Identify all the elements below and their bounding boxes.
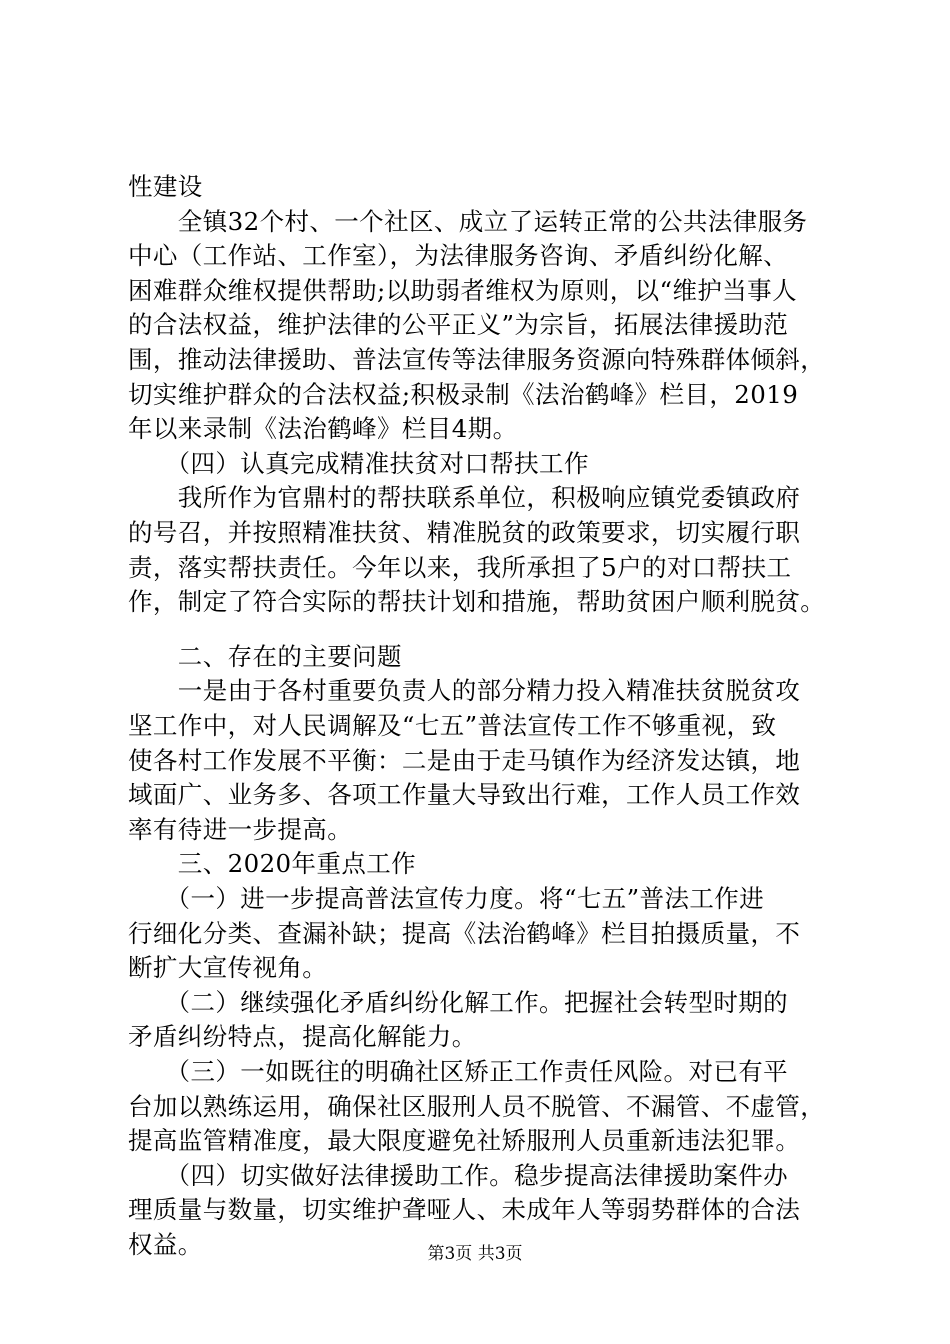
- text-line: 的合法权益，维护法律的公平正义”为宗旨，拓展法律援助范: [128, 310, 789, 339]
- text-line: 理质量与数量，切实维护聋哑人、未成年人等弱势群体的合法: [128, 1195, 801, 1224]
- text-line: 矛盾纠纷特点，提高化解能力。: [128, 1022, 477, 1051]
- text-line: 切实维护群众的合法权益;积极录制《法治鹤峰》栏目，2019: [128, 380, 799, 409]
- text-line: 作，制定了符合实际的帮扶计划和措施，帮助贫困户顺利脱贫。: [128, 587, 826, 616]
- text-line: 困难群众维权提供帮助;以助弱者维权为原则，以“维护当事人: [128, 276, 797, 305]
- text-line: 性建设: [128, 172, 203, 201]
- text-line: 使各村工作发展不平衡：二是由于走马镇作为经济发达镇，地: [128, 746, 801, 775]
- text-line: 年以来录制《法治鹤峰》栏目4期。: [128, 414, 518, 443]
- text-line: （二）继续强化矛盾纠纷化解工作。把握社会转型时期的: [128, 988, 789, 1017]
- text-line: 围，推动法律援助、普法宣传等法律服务资源向特殊群体倾斜，: [128, 345, 826, 374]
- section-heading: （四）认真完成精准扶贫对口帮扶工作: [128, 449, 589, 478]
- text-line: （一）进一步提高普法宣传力度。将“七五”普法工作进: [128, 884, 765, 913]
- text-line: 中心（工作站、工作室），为法律服务咨询、矛盾纠纷化解、: [128, 241, 789, 270]
- section-heading: 三、2020年重点工作: [128, 849, 417, 878]
- text-line: 断扩大宣传视角。: [128, 953, 328, 982]
- text-line: 一是由于各村重要负责人的部分精力投入精准扶贫脱贫攻: [128, 676, 801, 705]
- text-line: 的号召，并按照精准扶贫、精准脱贫的政策要求，切实履行职: [128, 518, 801, 547]
- text-line: 权益。: [128, 1230, 203, 1259]
- text-line: 坚工作中，对人民调解及“七五”普法宣传工作不够重视，致: [128, 711, 777, 740]
- text-line: 域面广、业务多、各项工作量大导致出行难，工作人员工作效: [128, 780, 801, 809]
- text-line: 台加以熟练运用，确保社区服刑人员不脱管、不漏管、不虚管，: [128, 1092, 826, 1121]
- text-line: 我所作为官鼎村的帮扶联系单位，积极响应镇党委镇政府: [128, 483, 801, 512]
- text-line: 行细化分类、查漏补缺；提高《法治鹤峰》栏目拍摄质量，不: [128, 919, 801, 948]
- text-line: （三）一如既往的明确社区矫正工作责任风险。对已有平: [128, 1057, 789, 1086]
- text-line: 全镇32个村、一个社区、成立了运转正常的公共法律服务: [128, 207, 808, 236]
- text-line: （四）切实做好法律援助工作。稳步提高法律援助案件办: [128, 1161, 789, 1190]
- text-line: 率有待进一步提高。: [128, 815, 353, 844]
- text-line: 提高监管精准度，最大限度避免社矫服刑人员重新违法犯罪。: [128, 1126, 801, 1155]
- section-heading: 二、存在的主要问题: [128, 642, 402, 671]
- text-line: 责，落实帮扶责任。今年以来，我所承担了5户的对口帮扶工: [128, 553, 792, 582]
- page-footer: 第3页 共3页: [427, 1244, 523, 1264]
